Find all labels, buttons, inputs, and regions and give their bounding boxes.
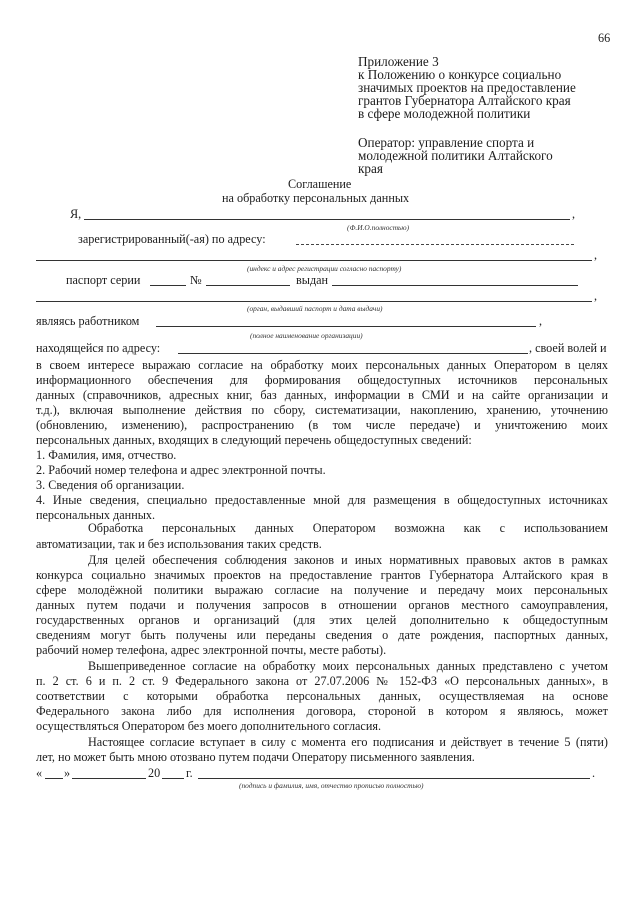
number-sign: № <box>190 273 202 287</box>
date-quote-close: » <box>64 766 71 780</box>
appendix-line: к Положению о конкурсе социально <box>358 67 562 82</box>
text-line: Вышеприведенное согласие на обработку моих персональных данных представлено с учетом <box>88 659 608 673</box>
form-label-ya: Я, <box>70 207 82 221</box>
list-item: 4. Иные сведения, специально предоставленные мной для размещения в общедоступных источниках <box>36 493 608 507</box>
issued-field-line[interactable] <box>332 285 578 286</box>
text-line: государственных органов и организаций (для этих целей дополнительно к общедоступным <box>36 613 608 627</box>
address-caption: (индекс и адрес регистрации согласно паспорту) <box>247 264 402 273</box>
text-line: данных путем подачи и получения запросов в отношении органов местного самоуправления, <box>36 598 608 612</box>
operator-line: Оператор: управление спорта и <box>358 135 535 150</box>
date-quote-open: « <box>36 766 43 780</box>
organization-field-line[interactable] <box>156 326 536 327</box>
text-line: персональных данных, входящих в следующий перечень общедоступных сведений: <box>36 433 472 447</box>
text-line: Обработка персональных данных Оператором возможна как с использованием <box>88 521 608 535</box>
text-line: в своем интересе выражаю согласие на обработку моих персональных данных Оператором в целях <box>36 358 608 372</box>
form-label-issued: выдан <box>296 273 329 287</box>
appendix-line: Приложение 3 <box>358 54 439 69</box>
text-line: (обновлению, изменению), распространению (в том числе передаче) и уничтожению моих <box>36 418 608 432</box>
operator-line: края <box>358 161 383 176</box>
form-label-employee: являясь работником <box>36 314 140 328</box>
text-line: рабочий номер телефона, адрес электронной почты, месте работы). <box>36 643 387 657</box>
text-line: данных (справочников, адресных книг, баз данных, информации в СМИ и на сайте организации и <box>36 388 608 402</box>
text-line: сведениям могут быть получены или переданы сведения о дате рождения, паспортных данных, <box>36 628 608 642</box>
passport-number-field[interactable] <box>206 285 290 286</box>
form-label-registered: зарегистрированный(-ая) по адресу: <box>78 232 266 246</box>
org-address-field-line[interactable] <box>178 353 528 354</box>
appendix-line: грантов Губернатора Алтайского края <box>358 93 571 108</box>
list-item: 1. Фамилия, имя, отчество. <box>36 448 177 462</box>
document-title: Соглашение <box>288 177 352 191</box>
address-field-line-2[interactable] <box>36 260 592 261</box>
month-field[interactable] <box>72 778 146 779</box>
text-line: информационного обеспечения для формирования общедоступных источников персональных <box>36 373 608 387</box>
year-suffix: г. <box>186 766 193 780</box>
text-line: Федерального закона либо для исполнения договора, стороной в котором я являюсь, может <box>36 704 608 718</box>
form-comma: , <box>572 207 576 221</box>
year-field[interactable] <box>162 778 184 779</box>
text-line: лет, но может быть мною отозвано путем подачи Оператору письменного заявления. <box>36 750 475 764</box>
passport-series-field[interactable] <box>150 285 186 286</box>
issued-field-line-2[interactable] <box>36 301 592 302</box>
passport-caption: (орган, выдавший паспорт и дата выдачи) <box>247 304 383 313</box>
form-comma: , <box>539 314 543 328</box>
text-line: Для целей обеспечения соблюдения законов и иных нормативных правовых актов в рамках <box>88 553 608 567</box>
form-comma: , <box>594 289 598 303</box>
document-subtitle: на обработку персональных данных <box>222 191 410 205</box>
signature-caption: (подпись и фамилия, имя, отчество прописью полностью) <box>239 781 424 790</box>
text-line: осуществляться Оператором без моего дополнительного согласия. <box>36 719 382 733</box>
page-number: 66 <box>598 31 611 45</box>
list-item: 3. Сведения об организации. <box>36 478 185 492</box>
text-line: соответствии с которыми обработка персональных данных, осуществляемая на основе <box>36 689 608 703</box>
text-line: т.д.), включая выполнение действия по сбору, систематизации, накоплению, хранению, уточнению <box>36 403 608 417</box>
text-line: автоматизации, так и без использования таких средств. <box>36 537 322 551</box>
organization-caption: (полное наименование организации) <box>250 331 363 340</box>
day-field[interactable] <box>45 778 63 779</box>
form-label-passport: паспорт серии <box>66 273 141 287</box>
text-line: п. 2 ст. 6 и п. 2 ст. 9 Федерального закона от 27.07.2006 № 152-ФЗ «О персональных данных», в <box>36 674 608 688</box>
text-line: конкурса социально значимых проектов на предоставление грантов Губернатора Алтайского края в <box>36 568 608 582</box>
address-field-line[interactable] <box>296 244 574 245</box>
signature-field-line[interactable] <box>198 778 590 779</box>
appendix-line: значимых проектов на предоставление <box>358 80 576 95</box>
operator-line: молодежной политики Алтайского <box>358 148 553 163</box>
fio-caption: (Ф.И.О.полностью) <box>347 223 410 232</box>
fio-field-line[interactable] <box>84 219 570 220</box>
form-comma: , <box>594 248 598 262</box>
list-item: персональных данных. <box>36 508 156 522</box>
signature-period: . <box>592 766 596 780</box>
appendix-line: в сфере молодежной политики <box>358 106 531 121</box>
list-item: 2. Рабочий номер телефона и адрес электронной почты. <box>36 463 326 477</box>
text-line: Настоящее согласие вступает в силу с момента его подписания и действует в течение 5 (пяти) <box>88 735 608 749</box>
form-label-located: находящейся по адресу: <box>36 341 161 355</box>
year-prefix: 20 <box>148 766 161 780</box>
text-line: сфере молодёжной политики выражаю согласие на получение и передачу моих персональных <box>36 583 608 597</box>
free-will-text: , своей волей и <box>529 341 607 355</box>
